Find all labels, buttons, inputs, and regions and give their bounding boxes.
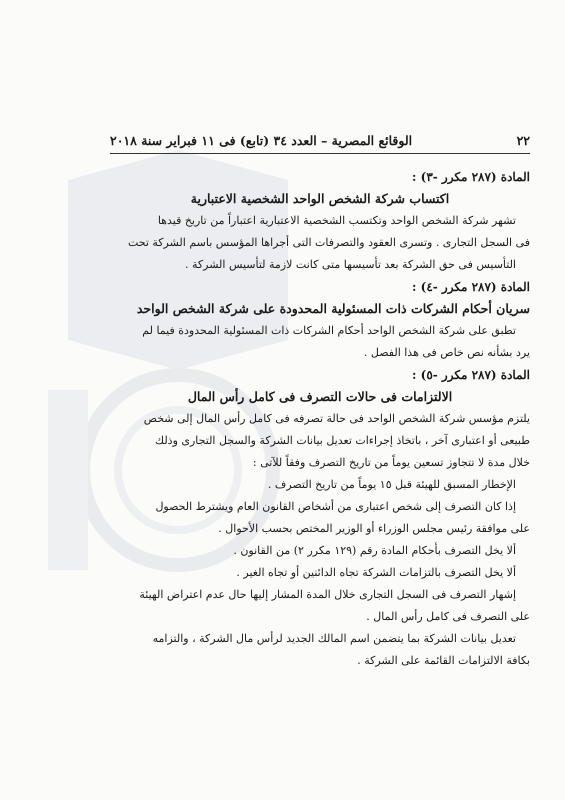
- article-heading: سريان أحكام الشركات ذات المسئولية المحدودة على شركة الشخص الواحد: [136, 301, 530, 316]
- paragraph-line: الإخطار المسبق للهيئة قبل ١٥ يوماً من تاريخ التصرف .: [267, 478, 516, 491]
- article-number: المادة (٢٨٧ مكرر -٣) :: [412, 170, 530, 184]
- paragraph-line: إذا كان التصرف إلى شخص اعتبارى من أشخاص القانون العام ويشترط الحصول: [155, 500, 516, 513]
- paragraph-line: طبيعى أو اعتبارى آخر ، باتخاذ إجراءات تعديل بيانات الشركة والسجل التجارى وذلك: [155, 434, 530, 447]
- article-number: المادة (٢٨٧ مكرر -٤) :: [412, 280, 530, 294]
- paragraph-line: يرد بشأنه نص خاص فى هذا الفصل .: [363, 346, 530, 359]
- paragraph-line: يلتزم مؤسس شركة الشخص الواحد فى حالة تصرفه فى كامل رأس المال إلى شخص: [143, 412, 530, 425]
- document-body: [110, 166, 530, 672]
- paragraph-line: خلال مدة لا تتجاوز تسعين يوماً من تاريخ التصرف وفقاً للآتى :: [252, 456, 530, 469]
- issue-line: الوقائع المصرية – العدد ٣٤ (تابع) فى ١١ فبراير سنة ٢٠١٨: [110, 133, 413, 148]
- paragraph-line: بكافة الالتزامات القائمة على الشركة .: [357, 654, 530, 667]
- paragraph-line: ألا يخل التصرف بأحكام المادة رقم (١٢٩ مكرر ٢) من القانون .: [233, 544, 516, 557]
- paragraph-line: فى السجل التجارى . وتسرى العقود والتصرفات التى أجراها المؤسس باسم الشركة تحت: [127, 236, 530, 249]
- article-number: المادة (٢٨٧ مكرر -٥) :: [412, 368, 530, 382]
- header-rule: [110, 153, 530, 154]
- document-page: [110, 0, 530, 800]
- paragraph-line: على التصرف فى كامل رأس المال .: [366, 610, 530, 623]
- page-header: [110, 133, 530, 148]
- paragraph-line: إشهار التصرف فى السجل التجارى خلال المدة المشار إليها حال عدم اعتراض الهيئة: [139, 588, 516, 601]
- paragraph-line: تشهر شركة الشخص الواحد وتكتسب الشخصية الاعتبارية اعتباراً من تاريخ قيدها: [157, 214, 516, 227]
- paragraph-line: ألا يخل التصرف بالتزامات الشركة تجاه الدائنين أو تجاه الغير .: [236, 566, 516, 579]
- article-heading: الالتزامات فى حالات التصرف فى كامل رأس المال: [187, 389, 453, 404]
- paragraph-line: تعديل بيانات الشركة بما يتضمن اسم المالك الجديد لرأس مال الشركة ، والتزامه: [152, 632, 516, 645]
- paragraph-line: تطبق على شركة الشخص الواحد أحكام الشركات ذات المسئولية المحدودة فيما لم: [142, 324, 516, 337]
- article-heading: اكتساب شركة الشخص الواحد الشخصية الاعتبارية: [190, 191, 450, 206]
- paragraph-line: التأسيس فى حق الشركة بعد تأسيسها متى كانت لازمة لتأسيس الشركة .: [185, 258, 516, 271]
- page-number: ٢٢: [516, 133, 530, 148]
- paragraph-line: على موافقة رئيس مجلس الوزراء أو الوزير المختص بحسب الأحوال .: [218, 522, 530, 535]
